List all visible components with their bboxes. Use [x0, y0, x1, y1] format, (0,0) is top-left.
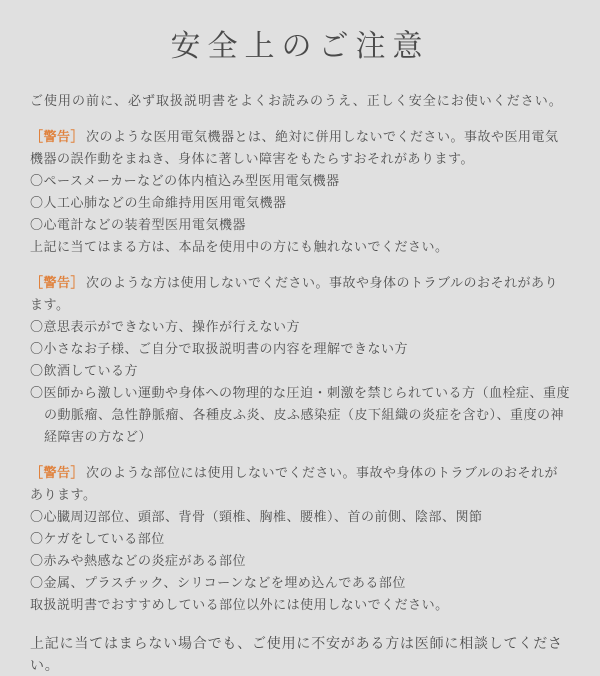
warning-label: ［警告］: [30, 465, 85, 480]
list-item: 〇ペースメーカーなどの体内植込み型医用電気機器: [30, 173, 340, 188]
section-note: 取扱説明書でおすすめしている部位以外には使用しないでください。: [30, 597, 449, 612]
intro-text: ご使用の前に、必ず取扱説明書をよくお読みのうえ、正しく安全にお使いください。: [30, 93, 563, 108]
list-item: 〇赤みや熱感などの炎症がある部位: [30, 553, 247, 568]
list-item: 〇医師から激しい運動や身体への物理的な圧迫・刺激を禁じられている方（血栓症、重度の動脈瘤、急性静脈瘤、各種皮ふ炎、皮ふ感染症（皮下組織の炎症を含む）、重度の神経障害の方など）: [30, 385, 571, 444]
warning-description: [30, 462, 570, 506]
warning-section-restricted-users: [30, 272, 570, 448]
list-item: 〇金属、プラスチック、シリコーンなどを埋め込んである部位: [30, 575, 406, 590]
warning-label: ［警告］: [30, 129, 85, 144]
footer-advisory: 上記に当てはまらない場合でも、ご使用に不安がある方は医師に相談してください。: [30, 635, 563, 673]
warning-section-restricted-body-parts: [30, 462, 570, 616]
warning-description-text: 次のような医用電気機器とは、絶対に併用しないでください。事故や医用電気機器の誤作動をまねき、身体に著しい障害をもたらすおそれがあります。: [30, 129, 559, 166]
warning-item-list: [30, 170, 570, 236]
warning-description: [30, 272, 570, 316]
list-item: 〇小さなお子様、ご自分で取扱説明書の内容を理解できない方: [30, 341, 409, 356]
warning-description-text: 次のような方は使用しないでください。事故や身体のトラブルのおそれがあります。: [30, 275, 558, 312]
list-item: 〇ケガをしている部位: [30, 531, 165, 546]
list-item: 〇心電計などの装着型医用電気機器: [30, 217, 247, 232]
warning-label: ［警告］: [30, 275, 85, 290]
list-item: 〇意思表示ができない方、操作が行えない方: [30, 319, 301, 334]
warning-item-list: [30, 316, 570, 448]
list-item: 〇飲酒している方: [30, 363, 139, 378]
section-note: 上記に当てはまる方は、本品を使用中の方にも触れないでください。: [30, 239, 449, 254]
warning-description-text: 次のような部位には使用しないでください。事故や身体のトラブルのおそれがあります。: [30, 465, 558, 502]
list-item: 〇人工心肺などの生命維持用医用電気機器: [30, 195, 287, 210]
list-item: 〇心臓周辺部位、頭部、背骨（頸椎、胸椎、腰椎）、首の前側、陰部、関節: [30, 509, 483, 524]
warning-description: [30, 126, 570, 170]
warning-section-medical-devices: [30, 126, 570, 258]
warning-item-list: [30, 506, 570, 594]
page-title: 安全上のご注意: [170, 30, 430, 63]
